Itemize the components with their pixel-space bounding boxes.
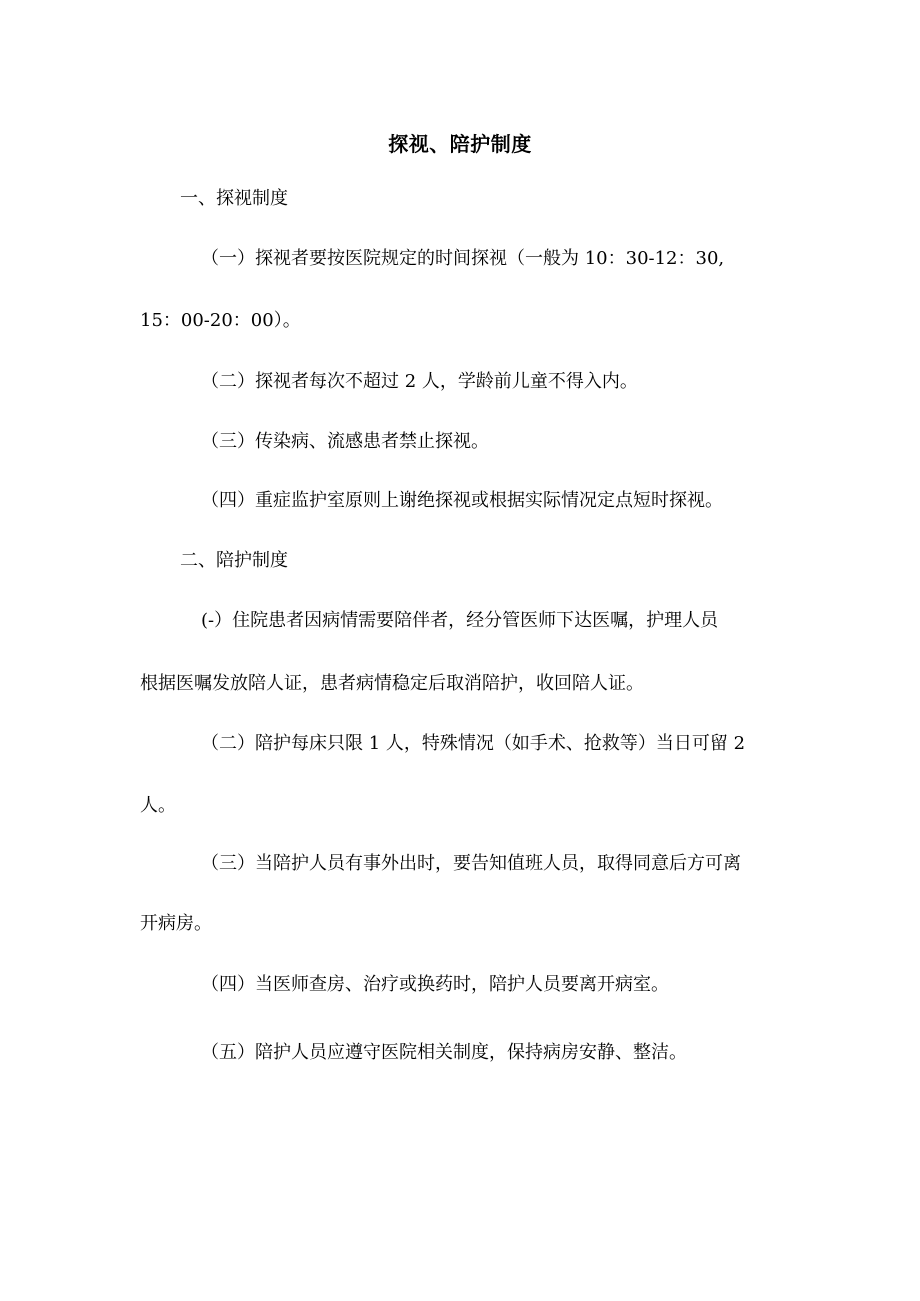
accompanying-rule-5: （五）陪护人员应遵守医院相关制度，保持病房安静、整洁。 [201,1042,687,1063]
accompanying-rule-3-line-2: 开病房。 [140,913,212,934]
section-heading-accompanying: 二、陪护制度 [180,550,288,571]
accompanying-rule-4: （四）当医师查房、治疗或换药时，陪护人员要离开病室。 [201,974,669,995]
document-title: 探视、陪护制度 [388,132,532,156]
accompanying-rule-2-line-2: 人。 [140,795,176,816]
visiting-rule-3: （三）传染病、流感患者禁止探视。 [201,431,489,452]
accompanying-rule-1-line-2: 根据医嘱发放陪人证，患者病情稳定后取消陪护，收回陪人证。 [140,673,644,694]
section-heading-visiting: 一、探视制度 [180,188,288,209]
visiting-rule-1-line-2: 15：00-20：00）。 [140,310,301,331]
accompanying-rule-3-line-1: （三）当陪护人员有事外出时，要告知值班人员，取得同意后方可离 [201,853,741,874]
visiting-rule-1-line-1: （一）探视者要按医院规定的时间探视（一般为 10：30-12：30, [201,248,725,269]
accompanying-rule-2-line-1: （二）陪护每床只限 1 人，特殊情况（如手术、抢救等）当日可留 2 [201,733,746,754]
visiting-rule-2: （二）探视者每次不超过 2 人，学龄前儿童不得入内。 [201,371,638,392]
visiting-rule-4: （四）重症监护室原则上谢绝探视或根据实际情况定点短时探视。 [201,490,723,511]
accompanying-rule-1-line-1: (-）住院患者因病情需要陪伴者，经分管医师下达医嘱，护理人员 [201,610,719,631]
